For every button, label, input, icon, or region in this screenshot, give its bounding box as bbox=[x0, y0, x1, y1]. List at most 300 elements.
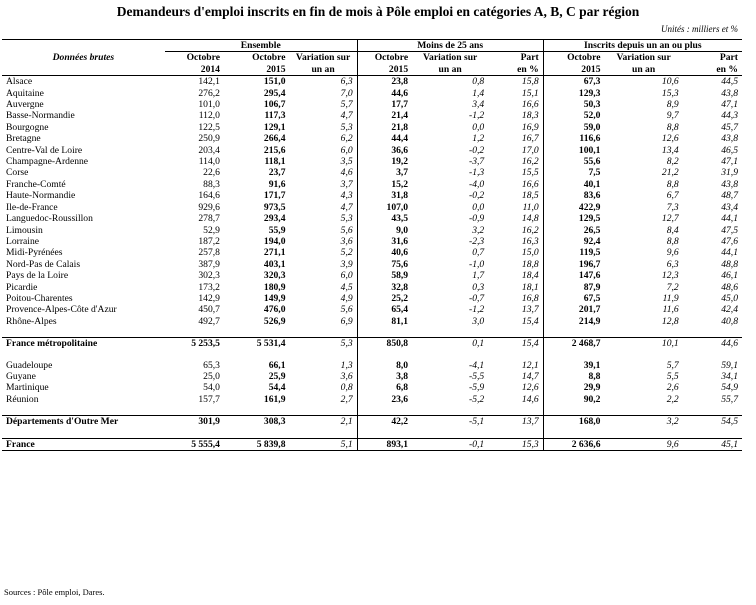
oct-2015: 266,4 bbox=[263, 133, 286, 145]
jeunes-variation: -1,0 bbox=[469, 258, 485, 270]
jeunes-oct-2015: 40,6 bbox=[357, 247, 412, 258]
france-total-row bbox=[2, 438, 742, 450]
spacer-row bbox=[2, 428, 742, 439]
inscrits-oct-2015: 214,9 bbox=[543, 316, 604, 327]
oct-2014: 65,3 bbox=[203, 359, 220, 371]
inscrits-part: 45,7 bbox=[721, 121, 738, 133]
spacer-row bbox=[2, 327, 742, 338]
jeunes-oct-2015: 32,8 bbox=[357, 282, 412, 293]
inscrits-part: 47,6 bbox=[721, 235, 738, 247]
jeunes-variation: -0,7 bbox=[469, 292, 485, 304]
inscrits-part: 47,1 bbox=[721, 156, 738, 168]
variation: 5,3 bbox=[290, 338, 358, 350]
region-name: Réunion bbox=[6, 393, 39, 405]
variation: 6,3 bbox=[340, 76, 353, 88]
header-row-groups bbox=[2, 40, 742, 52]
jeunes-part: 18,4 bbox=[521, 270, 539, 282]
jeunes-variation: -3,7 bbox=[469, 156, 485, 168]
jeunes-variation: 1,2 bbox=[472, 133, 485, 145]
col-un-an-inscrits: un an bbox=[604, 64, 682, 76]
jeunes-part: 14,6 bbox=[521, 393, 539, 405]
oct-2015: 403,1 bbox=[263, 258, 286, 270]
region-name: Rhône-Alpes bbox=[6, 315, 57, 327]
inscrits-variation: 2,6 bbox=[666, 382, 679, 394]
oct-2015: 91,6 bbox=[268, 178, 286, 190]
data-table bbox=[2, 39, 742, 451]
oct-2015: 293,4 bbox=[263, 213, 286, 225]
table-row bbox=[2, 225, 742, 236]
table-row bbox=[2, 236, 742, 247]
oct-2015: 149,9 bbox=[263, 292, 286, 304]
inscrits-oct-2015: 100,1 bbox=[543, 145, 604, 156]
jeunes-part: 13,7 bbox=[488, 416, 543, 428]
inscrits-oct-2015: 59,0 bbox=[543, 122, 604, 133]
inscrits-oct-2015: 55,6 bbox=[543, 156, 604, 167]
variation: 3,6 bbox=[340, 370, 353, 382]
jeunes-part: 18,1 bbox=[521, 281, 539, 293]
inscrits-variation: 6,3 bbox=[666, 258, 679, 270]
jeunes-oct-2015: 21,8 bbox=[357, 122, 412, 133]
jeunes-oct-2015: 42,2 bbox=[357, 416, 412, 428]
inscrits-oct-2015: 129,5 bbox=[543, 213, 604, 224]
jeunes-oct-2015: 15,2 bbox=[357, 179, 412, 190]
region-name: Basse-Normandie bbox=[6, 110, 75, 122]
inscrits-part: 42,4 bbox=[721, 304, 738, 316]
oct-2015: 5 531,4 bbox=[224, 338, 290, 350]
table-row bbox=[2, 360, 742, 371]
jeunes-oct-2015: 31,6 bbox=[357, 236, 412, 247]
jeunes-oct-2015: 75,6 bbox=[357, 259, 412, 270]
col-year-2015-jeunes: 2015 bbox=[357, 64, 412, 76]
table-row bbox=[2, 202, 742, 213]
col-un-an: un an bbox=[290, 64, 358, 76]
inscrits-oct-2015: 83,6 bbox=[543, 190, 604, 201]
jeunes-part: 14,8 bbox=[521, 213, 539, 225]
table-row bbox=[2, 145, 742, 156]
jeunes-variation: 0,7 bbox=[472, 247, 485, 259]
jeunes-variation: -4,1 bbox=[469, 359, 485, 371]
region-name: Martinique bbox=[6, 382, 49, 394]
inscrits-oct-2015: 2 636,6 bbox=[543, 438, 604, 450]
inscrits-variation: 10,1 bbox=[604, 338, 682, 350]
oct-2014: 112,0 bbox=[198, 110, 220, 122]
jeunes-part: 18,3 bbox=[521, 110, 539, 122]
col-oct-2014: Octobre bbox=[186, 52, 220, 64]
col-part-inscrits: Part bbox=[719, 52, 738, 64]
oct-2015: 171,7 bbox=[263, 190, 286, 202]
inscrits-oct-2015: 29,9 bbox=[543, 382, 604, 393]
oct-2015: 54,4 bbox=[268, 382, 286, 394]
region-name: France métropolitaine bbox=[2, 338, 165, 350]
oct-2015: 973,5 bbox=[263, 201, 286, 213]
inscrits-variation: 15,3 bbox=[661, 87, 679, 99]
variation: 2,7 bbox=[340, 393, 353, 405]
variation: 5,1 bbox=[290, 438, 358, 450]
inscrits-oct-2015: 201,7 bbox=[543, 304, 604, 315]
oct-2014: 157,7 bbox=[198, 393, 220, 405]
inscrits-variation: 11,6 bbox=[662, 304, 679, 316]
jeunes-variation: -5,2 bbox=[469, 393, 485, 405]
oct-2015: 55,9 bbox=[268, 224, 286, 236]
region-name: Haute-Normandie bbox=[6, 190, 76, 202]
inscrits-part: 43,8 bbox=[721, 133, 738, 145]
jeunes-oct-2015: 23,8 bbox=[357, 76, 412, 88]
region-name: Nord-Pas de Calais bbox=[6, 258, 81, 270]
oct-2014: 5 555,4 bbox=[165, 438, 224, 450]
oct-2015: 25,9 bbox=[268, 370, 286, 382]
spacer-row bbox=[2, 350, 742, 360]
table-row bbox=[2, 371, 742, 382]
col-oct-2015-inscrits: Octobre bbox=[543, 52, 604, 64]
jeunes-part: 11,0 bbox=[522, 201, 539, 213]
inscrits-variation: 3,2 bbox=[604, 416, 682, 428]
jeunes-part: 12,6 bbox=[521, 382, 539, 394]
jeunes-oct-2015: 81,1 bbox=[357, 316, 412, 327]
jeunes-variation: 0,1 bbox=[412, 338, 488, 350]
oct-2015: 151,0 bbox=[263, 76, 286, 88]
oct-2014: 54,0 bbox=[203, 382, 220, 394]
oct-2014: 164,6 bbox=[198, 190, 220, 202]
jeunes-part: 15,4 bbox=[521, 315, 539, 327]
inscrits-part: 47,1 bbox=[721, 99, 738, 111]
table-row bbox=[2, 247, 742, 258]
inscrits-part: 31,9 bbox=[721, 167, 738, 179]
inscrits-part: 44,1 bbox=[721, 247, 738, 259]
col-un-an-jeunes: un an bbox=[412, 64, 488, 76]
jeunes-variation: 0,0 bbox=[472, 201, 485, 213]
oct-2014: 88,3 bbox=[203, 178, 220, 190]
table-row bbox=[2, 382, 742, 393]
region-name: Ile-de-France bbox=[6, 201, 58, 213]
inscrits-oct-2015: 119,5 bbox=[543, 247, 604, 258]
region-name: Limousin bbox=[6, 224, 43, 236]
region-name: Auvergne bbox=[6, 99, 44, 111]
jeunes-variation: 3,2 bbox=[472, 224, 485, 236]
jeunes-oct-2015: 893,1 bbox=[357, 438, 412, 450]
jeunes-oct-2015: 43,5 bbox=[357, 213, 412, 224]
inscrits-part: 34,1 bbox=[721, 370, 738, 382]
table-row bbox=[2, 270, 742, 281]
table-title: Demandeurs d'emploi inscrits en fin de mois à Pôle emploi en catégories A, B, C par région bbox=[116, 4, 640, 19]
jeunes-part: 16,8 bbox=[521, 292, 539, 304]
jeunes-part: 15,3 bbox=[488, 438, 543, 450]
jeunes-part: 15,0 bbox=[521, 247, 539, 259]
oct-2015: 476,0 bbox=[263, 304, 286, 316]
region-name: Bourgogne bbox=[6, 121, 49, 133]
group-ensemble: Ensemble bbox=[165, 40, 357, 52]
jeunes-oct-2015: 17,7 bbox=[357, 99, 412, 110]
jeunes-variation: -0,9 bbox=[469, 213, 485, 225]
jeunes-oct-2015: 25,2 bbox=[357, 293, 412, 304]
oct-2014: 387,9 bbox=[198, 258, 220, 270]
jeunes-part: 15,5 bbox=[521, 167, 539, 179]
oct-2014: 257,8 bbox=[198, 247, 220, 259]
oct-2015: 129,1 bbox=[263, 121, 286, 133]
variation: 5,2 bbox=[340, 247, 353, 259]
variation: 3,7 bbox=[340, 178, 353, 190]
table-body bbox=[2, 40, 742, 451]
jeunes-oct-2015: 3,8 bbox=[357, 371, 412, 382]
region-name: Champagne-Ardenne bbox=[6, 156, 89, 168]
region-name: Guadeloupe bbox=[6, 359, 53, 371]
col-oct-2015: Octobre bbox=[252, 52, 286, 64]
oct-2014: 450,7 bbox=[198, 304, 220, 316]
variation: 5,7 bbox=[340, 99, 353, 111]
jeunes-variation: -1,3 bbox=[469, 167, 485, 179]
variation: 2,1 bbox=[290, 416, 358, 428]
jeunes-part: 12,1 bbox=[521, 359, 539, 371]
region-name: Centre-Val de Loire bbox=[6, 144, 83, 156]
variation: 4,7 bbox=[340, 110, 353, 122]
oct-2014: 122,5 bbox=[198, 121, 220, 133]
inscrits-part: 44,1 bbox=[721, 213, 738, 225]
inscrits-variation: 8,8 bbox=[666, 121, 679, 133]
oct-2014: 929,6 bbox=[198, 201, 220, 213]
region-name: Corse bbox=[6, 167, 29, 179]
region-name: Provence-Alpes-Côte d'Azur bbox=[6, 304, 117, 316]
inscrits-variation: 9,6 bbox=[666, 247, 679, 259]
inscrits-part: 46,1 bbox=[721, 270, 738, 282]
oct-2014: 203,4 bbox=[198, 144, 220, 156]
region-name: Guyane bbox=[6, 370, 36, 382]
inscrits-variation: 10,6 bbox=[661, 76, 679, 88]
inscrits-variation: 8,8 bbox=[666, 235, 679, 247]
table-row bbox=[2, 76, 742, 88]
inscrits-part: 48,8 bbox=[721, 258, 738, 270]
inscrits-part: 43,8 bbox=[721, 87, 738, 99]
oct-2014: 276,2 bbox=[198, 87, 220, 99]
inscrits-oct-2015: 50,3 bbox=[543, 99, 604, 110]
jeunes-oct-2015: 21,4 bbox=[357, 110, 412, 121]
table-row bbox=[2, 99, 742, 110]
oct-2014: 187,2 bbox=[198, 235, 220, 247]
inscrits-oct-2015: 168,0 bbox=[543, 416, 604, 428]
variation: 6,2 bbox=[340, 133, 353, 145]
variation: 6,0 bbox=[340, 270, 353, 282]
table-row bbox=[2, 190, 742, 201]
table-row bbox=[2, 213, 742, 224]
jeunes-oct-2015: 3,7 bbox=[357, 167, 412, 178]
inscrits-oct-2015: 67,3 bbox=[543, 76, 604, 88]
inscrits-part: 46,5 bbox=[721, 144, 738, 156]
jeunes-variation: -2,3 bbox=[469, 235, 485, 247]
inscrits-oct-2015: 7,5 bbox=[543, 167, 604, 178]
variation: 6,0 bbox=[340, 144, 353, 156]
oct-2015: 526,9 bbox=[263, 315, 286, 327]
oct-2015: 161,9 bbox=[263, 393, 286, 405]
dom-total-row bbox=[2, 416, 742, 428]
variation: 3,9 bbox=[340, 258, 353, 270]
inscrits-variation: 6,7 bbox=[666, 190, 679, 202]
region-name: Bretagne bbox=[6, 133, 41, 145]
jeunes-variation: 0,0 bbox=[472, 121, 485, 133]
col-variation: Variation sur bbox=[295, 52, 351, 64]
inscrits-part: 59,1 bbox=[721, 359, 738, 371]
inscrits-part: 43,4 bbox=[721, 201, 738, 213]
table-row bbox=[2, 110, 742, 121]
inscrits-part: 45,1 bbox=[683, 438, 742, 450]
table-row bbox=[2, 304, 742, 315]
jeunes-part: 16,9 bbox=[521, 121, 539, 133]
inscrits-variation: 8,9 bbox=[666, 99, 679, 111]
variation: 6,9 bbox=[340, 315, 353, 327]
inscrits-part: 40,8 bbox=[721, 315, 738, 327]
inscrits-variation: 12,3 bbox=[661, 270, 679, 282]
jeunes-variation: 1,4 bbox=[472, 87, 485, 99]
jeunes-oct-2015: 19,2 bbox=[357, 156, 412, 167]
inscrits-oct-2015: 92,4 bbox=[543, 236, 604, 247]
col-year-2015-inscrits: 2015 bbox=[543, 64, 604, 76]
table-row bbox=[2, 179, 742, 190]
inscrits-oct-2015: 90,2 bbox=[543, 394, 604, 405]
france-metropolitaine-row bbox=[2, 338, 742, 350]
jeunes-variation: 0,8 bbox=[472, 76, 485, 88]
header-row-2 bbox=[2, 64, 742, 76]
inscrits-variation: 13,4 bbox=[661, 144, 679, 156]
jeunes-oct-2015: 8,0 bbox=[357, 360, 412, 371]
jeunes-oct-2015: 23,6 bbox=[357, 394, 412, 405]
table-row bbox=[2, 167, 742, 178]
inscrits-variation: 12,6 bbox=[661, 133, 679, 145]
oct-2015: 194,0 bbox=[263, 235, 286, 247]
jeunes-variation: 0,3 bbox=[472, 281, 485, 293]
col-year-2015: 2015 bbox=[224, 64, 290, 76]
jeunes-part: 16,6 bbox=[521, 99, 539, 111]
jeunes-part: 18,5 bbox=[521, 190, 539, 202]
variation: 4,9 bbox=[340, 292, 353, 304]
inscrits-variation: 8,8 bbox=[666, 178, 679, 190]
inscrits-oct-2015: 87,9 bbox=[543, 282, 604, 293]
table-row bbox=[2, 394, 742, 405]
jeunes-part: 16,3 bbox=[521, 235, 539, 247]
oct-2015: 66,1 bbox=[268, 359, 286, 371]
region-name: Pays de la Loire bbox=[6, 270, 69, 282]
oct-2015: 118,1 bbox=[264, 156, 286, 168]
variation: 3,5 bbox=[340, 156, 353, 168]
col-en-pct-jeunes: en % bbox=[488, 64, 543, 76]
col-variation-jeunes: Variation sur bbox=[423, 52, 478, 64]
inscrits-part: 54,5 bbox=[683, 416, 742, 428]
inscrits-oct-2015: 196,7 bbox=[543, 259, 604, 270]
jeunes-oct-2015: 36,6 bbox=[357, 145, 412, 156]
oct-2014: 5 253,5 bbox=[165, 338, 224, 350]
oct-2015: 23,7 bbox=[268, 167, 286, 179]
jeunes-part: 14,7 bbox=[521, 370, 539, 382]
inscrits-variation: 7,3 bbox=[666, 201, 679, 213]
units-note: Unités : milliers et % bbox=[661, 24, 738, 34]
inscrits-variation: 21,2 bbox=[661, 167, 679, 179]
source-note: Sources : Pôle emploi, Dares. bbox=[4, 587, 105, 597]
inscrits-oct-2015: 40,1 bbox=[543, 179, 604, 190]
group-inscrits-un-an: Inscrits depuis un an ou plus bbox=[543, 40, 742, 52]
oct-2015: 180,9 bbox=[263, 281, 286, 293]
jeunes-part: 16,7 bbox=[521, 133, 539, 145]
jeunes-oct-2015: 850,8 bbox=[357, 338, 412, 350]
inscrits-variation: 2,2 bbox=[666, 393, 679, 405]
jeunes-variation: -1,2 bbox=[469, 304, 485, 316]
variation: 5,3 bbox=[340, 121, 353, 133]
region-name: Picardie bbox=[6, 281, 38, 293]
variation: 4,6 bbox=[340, 167, 353, 179]
jeunes-oct-2015: 44,4 bbox=[357, 133, 412, 144]
jeunes-oct-2015: 44,6 bbox=[357, 88, 412, 99]
row-label-header: Données brutes bbox=[52, 52, 115, 64]
jeunes-part: 16,2 bbox=[521, 224, 539, 236]
inscrits-oct-2015: 52,0 bbox=[543, 110, 604, 121]
oct-2014: 278,7 bbox=[198, 213, 220, 225]
inscrits-oct-2015: 67,5 bbox=[543, 293, 604, 304]
inscrits-oct-2015: 2 468,7 bbox=[543, 338, 604, 350]
region-name: Lorraine bbox=[6, 235, 40, 247]
inscrits-part: 44,3 bbox=[721, 110, 738, 122]
oct-2014: 52,9 bbox=[203, 224, 220, 236]
jeunes-oct-2015: 107,0 bbox=[357, 202, 412, 213]
oct-2015: 106,7 bbox=[263, 99, 286, 111]
inscrits-oct-2015: 39,1 bbox=[543, 360, 604, 371]
jeunes-oct-2015: 58,9 bbox=[357, 270, 412, 281]
oct-2014: 22,6 bbox=[203, 167, 220, 179]
inscrits-part: 44,6 bbox=[683, 338, 742, 350]
oct-2015: 308,3 bbox=[224, 416, 290, 428]
oct-2015: 117,3 bbox=[264, 110, 286, 122]
inscrits-part: 55,7 bbox=[721, 393, 738, 405]
jeunes-variation: 3,4 bbox=[472, 99, 485, 111]
inscrits-oct-2015: 26,5 bbox=[543, 225, 604, 236]
jeunes-variation: -4,0 bbox=[469, 178, 485, 190]
oct-2014: 301,9 bbox=[165, 416, 224, 428]
jeunes-variation: -1,2 bbox=[469, 110, 485, 122]
region-name: Languedoc-Roussillon bbox=[6, 213, 93, 225]
oct-2014: 101,0 bbox=[198, 99, 220, 111]
table-row bbox=[2, 122, 742, 133]
jeunes-part: 18,8 bbox=[521, 258, 539, 270]
inscrits-variation: 7,2 bbox=[666, 281, 679, 293]
table-row bbox=[2, 88, 742, 99]
variation: 5,3 bbox=[340, 213, 353, 225]
jeunes-variation: 3,0 bbox=[472, 315, 485, 327]
variation: 7,0 bbox=[340, 87, 353, 99]
oct-2015: 271,1 bbox=[263, 247, 286, 259]
jeunes-variation: -5,9 bbox=[469, 382, 485, 394]
oct-2014: 250,9 bbox=[198, 133, 220, 145]
inscrits-oct-2015: 129,3 bbox=[543, 88, 604, 99]
header-row-1 bbox=[2, 52, 742, 64]
oct-2015: 215,6 bbox=[263, 144, 286, 156]
jeunes-variation: -0,1 bbox=[412, 438, 488, 450]
jeunes-oct-2015: 9,0 bbox=[357, 225, 412, 236]
inscrits-part: 54,9 bbox=[721, 382, 738, 394]
jeunes-part: 16,6 bbox=[521, 178, 539, 190]
oct-2015: 320,3 bbox=[263, 270, 286, 282]
jeunes-part: 16,2 bbox=[521, 156, 539, 168]
jeunes-variation: 1,7 bbox=[472, 270, 485, 282]
inscrits-part: 48,7 bbox=[721, 190, 738, 202]
table-row bbox=[2, 259, 742, 270]
inscrits-variation: 9,7 bbox=[666, 110, 679, 122]
oct-2014: 142,9 bbox=[198, 292, 220, 304]
variation: 1,3 bbox=[340, 359, 353, 371]
jeunes-oct-2015: 31,8 bbox=[357, 190, 412, 201]
region-name: Franche-Comté bbox=[6, 178, 66, 190]
col-year-2014: 2014 bbox=[165, 64, 224, 76]
inscrits-oct-2015: 147,6 bbox=[543, 270, 604, 281]
inscrits-variation: 12,8 bbox=[661, 315, 679, 327]
inscrits-variation: 8,4 bbox=[666, 224, 679, 236]
inscrits-variation: 5,5 bbox=[666, 370, 679, 382]
table-row bbox=[2, 156, 742, 167]
table-row bbox=[2, 316, 742, 327]
inscrits-part: 47,5 bbox=[721, 224, 738, 236]
